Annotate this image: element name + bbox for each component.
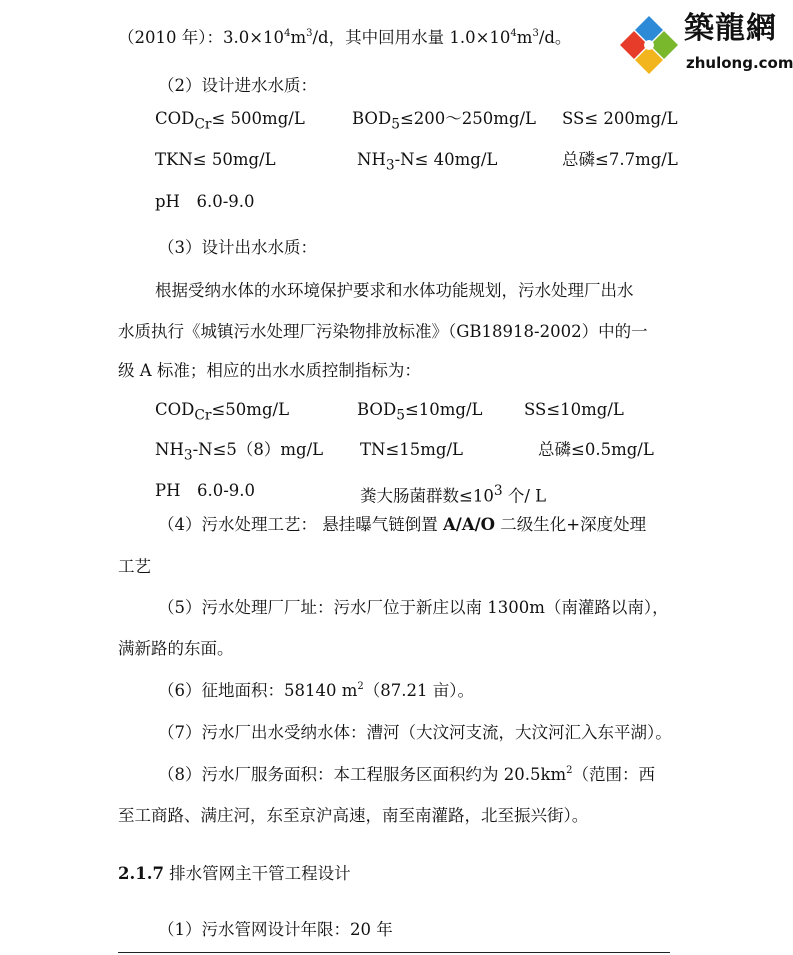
effluent-text-line-2: 水质执行《城镇污水处理厂污染物排放标准》（GB18918-2002）中的一: [118, 322, 648, 341]
effluent-cod: $COD_{Cr}\le 50mg/L$: [155, 400, 290, 424]
footer-divider: [118, 952, 670, 953]
receiving-water-line: （7）污水厂出水受纳水体：漕河（大汶河支流，大汶河汇入东平湖）。: [158, 723, 672, 742]
effluent-tn: TN≤15mg/L: [360, 440, 463, 459]
logo-url-text: zhulong.com: [686, 54, 793, 72]
effluent-text-line-1: 根据受纳水体的水环境保护要求和水体功能规划，污水处理厂出水: [155, 281, 634, 300]
section-heading: 2.1.7 排水管网主干管工程设计: [118, 864, 351, 883]
logo-chinese-text: 築龍網: [684, 11, 777, 46]
service-area-line-1: （8）污水厂服务面积：本工程服务区面积约为 $20.5km^2$（范围：西: [158, 765, 656, 784]
influent-bod: $BOD_5\le 200\sim 250mg/L$: [352, 109, 536, 133]
logo-diamond-icon: [616, 12, 682, 78]
influent-tp: 总磷≤7.7mg/L: [562, 150, 678, 169]
influent-ss: SS≤ 200mg/L: [562, 109, 678, 128]
service-area-line-2: 至工商路、满庄河，东至京沪高速，南至南灌路，北至振兴街）。: [118, 806, 589, 825]
land-area-line: （6）征地面积：58140 $m^2(87.21$ 亩）。: [158, 681, 474, 700]
treatment-process-line-1: （4）污水处理工艺： 悬挂曝气链倒置 A/A/O 二级生化+深度处理: [158, 515, 647, 534]
design-scale-line: （2010 年）：$3.0\times 10^4m^3/d$，其中回用水量 $1.0\times 10^4m^3/d$。: [118, 28, 572, 47]
plant-site-line-1: （5）污水处理厂厂址：污水厂位于新庄以南 1300m（南灌路以南），: [158, 598, 669, 617]
influent-nh3n: $NH_3-N\le 40mg/L$: [357, 150, 498, 174]
effluent-nh3n: $NH_3-N\le 5(8)mg/L$: [155, 440, 324, 464]
pipe-network-design-line: （1）污水管网设计年限：20 年: [158, 920, 393, 939]
effluent-text-line-3: 级 A 标准；相应的出水水质控制指标为：: [118, 361, 421, 380]
treatment-process-line-2: 工艺: [118, 557, 151, 576]
influent-tkn: TKN≤ 50mg/L: [155, 150, 276, 169]
effluent-fecal-coliform: 粪大肠菌群数$\le 10^3$ 个/ L: [360, 483, 547, 506]
plant-site-line-2: 满新路的东面。: [118, 639, 234, 658]
influent-cod: $COD_{Cr}\le 500mg/L$: [155, 109, 305, 133]
effluent-ss: SS≤10mg/L: [524, 400, 624, 419]
effluent-ph: PH 6.0-9.0: [155, 481, 256, 500]
influent-ph: pH 6.0-9.0: [155, 192, 255, 211]
effluent-heading: （3）设计出水水质：: [158, 238, 317, 257]
zhulong-logo: [612, 4, 792, 84]
effluent-tp: 总磷≤0.5mg/L: [538, 440, 654, 459]
influent-heading: （2）设计进水水质：: [158, 76, 317, 95]
effluent-bod: $BOD_5\le 10mg/L$: [357, 400, 483, 424]
